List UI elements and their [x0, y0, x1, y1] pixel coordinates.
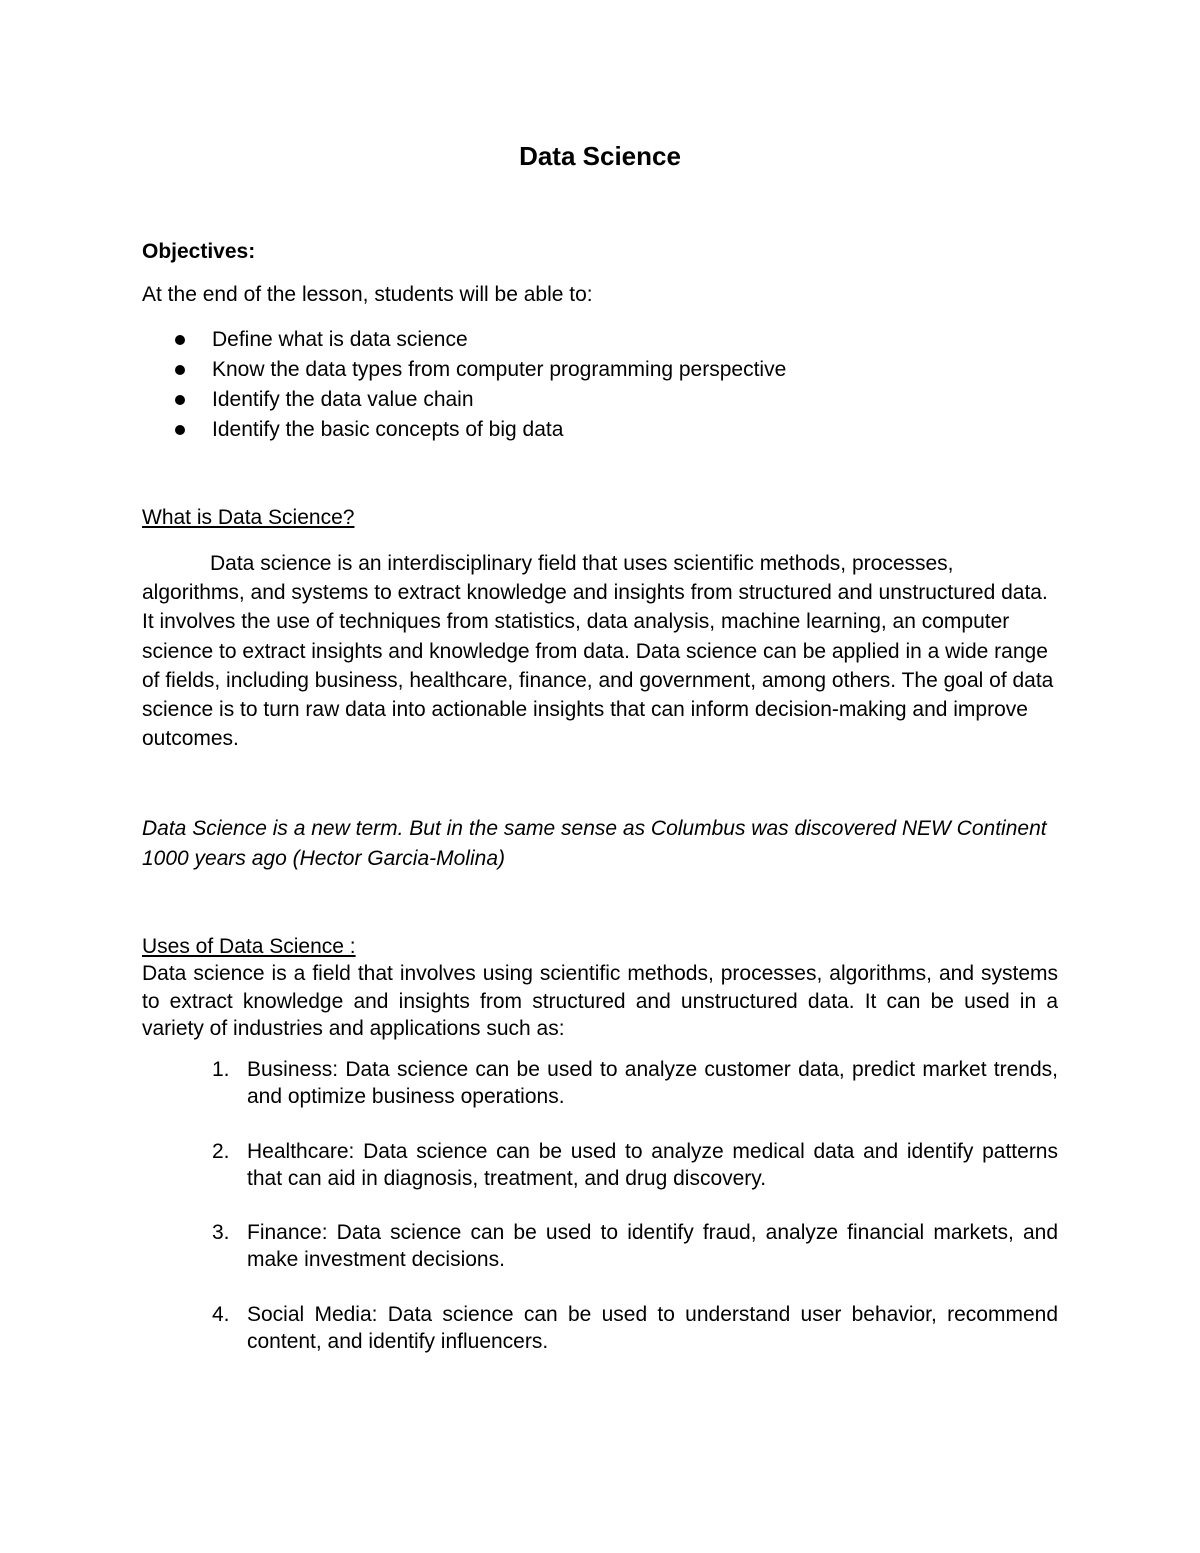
list-number: 4. [212, 1302, 230, 1326]
uses-heading: Uses of Data Science : [142, 935, 356, 958]
what-is-heading: What is Data Science? [142, 506, 355, 529]
use-text: Finance: Data science can be used to identify fraud, analyze financial markets, and make investment decisions. [247, 1221, 1058, 1271]
use-text: Business: Data science can be used to analyze customer data, predict market trends, and optimize business operations. [247, 1058, 1058, 1108]
list-number: 3. [212, 1221, 230, 1244]
list-item [142, 1138, 1058, 1192]
objective-text: Identify the basic concepts of big data [212, 418, 564, 441]
objective-text: Identify the data value chain [212, 388, 474, 411]
list-item [142, 1056, 1058, 1110]
list-number: 2. [212, 1139, 230, 1163]
bullet-icon [175, 395, 185, 405]
list-item [142, 355, 786, 385]
bullet-icon [175, 365, 185, 375]
objectives-list [142, 325, 786, 445]
list-item [142, 415, 786, 445]
what-is-paragraph: Data science is an interdisciplinary field that uses scientific methods, processes, algorithms, and systems to extract knowledge and insights from structured and unstructured data. It involves the use of techniques from statistics, data analysis, machine learning, an computer science to extract insights and knowledge from data. Data science can be applied in a wide range of fields, including business, healthcare, finance, and government, among others. The goal of data science is to turn raw data into actionable insights that can inform decision-making and improve outcomes. [142, 552, 1054, 751]
list-item [142, 325, 786, 355]
objective-text: Know the data types from computer programming perspective [212, 358, 787, 381]
list-number: 1. [212, 1058, 230, 1081]
use-text: Healthcare: Data science can be used to analyze medical data and identify patterns that can aid in diagnosis, treatment, and drug discovery. [247, 1139, 1058, 1190]
list-item [142, 1301, 1058, 1355]
objectives-heading: Objectives: [142, 240, 256, 263]
uses-paragraph: Data science is a field that involves using scientific methods, processes, algorithms, and systems to extract knowledge and insights from structured and unstructured data. It can be used in a variety of industries and applications such as: [142, 962, 1058, 1040]
document-title: Data Science [519, 141, 681, 171]
bullet-icon [175, 425, 185, 435]
list-item [142, 1219, 1058, 1273]
objective-text: Define what is data science [212, 328, 468, 351]
use-text: Social Media: Data science can be used to understand user behavior, recommend content, and identify influencers. [247, 1302, 1058, 1353]
list-item [142, 385, 786, 415]
bullet-icon [175, 335, 185, 345]
uses-list [142, 1056, 1058, 1382]
quote-paragraph: Data Science is a new term. But in the same sense as Columbus was discovered NEW Continent 1000 years ago (Hector Garcia-Molina) [142, 817, 1047, 870]
objectives-intro: At the end of the lesson, students will be able to: [142, 283, 593, 306]
